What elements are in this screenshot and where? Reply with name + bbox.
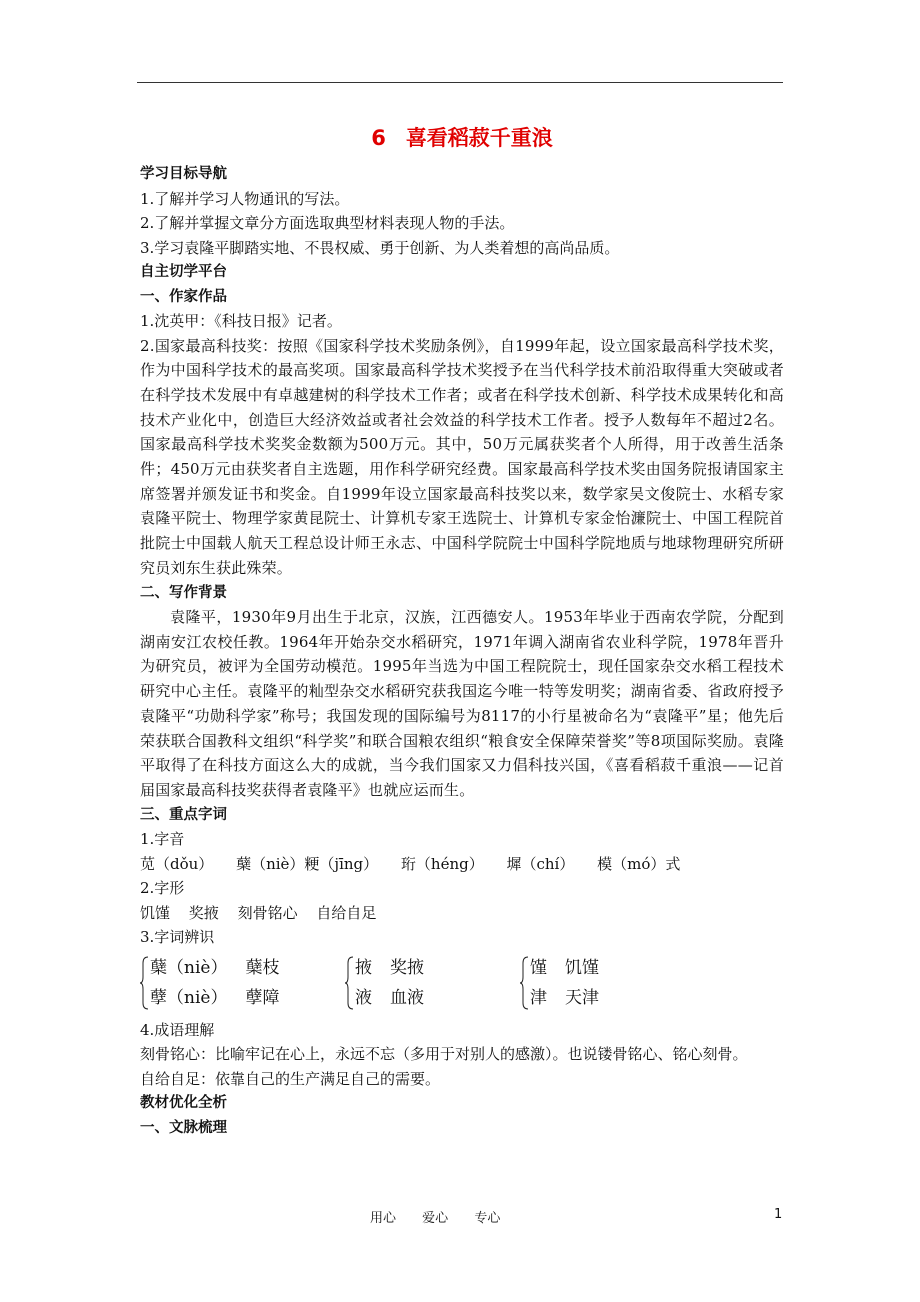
- platform-heading: 自主切学平台: [140, 264, 227, 280]
- footer-word: 用心: [370, 1211, 397, 1226]
- footer-word: 爱心: [422, 1211, 449, 1226]
- title-number: 6: [371, 126, 386, 150]
- footer-motto: [370, 1207, 522, 1226]
- document-body: [140, 124, 784, 1140]
- background-paragraph: 袁隆平，1930年9月出生于北京，汉族，江西德安人。1953年毕业于西南农学院，分配到湖南安江农校任教。1964年开始杂交水稻研究，1971年调入湖南省农业科学院，1978年晋升为研究员，被评为全国劳动模范。1995年当选为中国工程院院士，现任国家杂交水稻工程技术研究中心主任。袁隆平的籼型杂交水稻研究获我国迄今唯一特等发明奖；湖南省委、省政府授予袁隆平“功勋科学家”称号；我国发现的国际编号为8117的小行星被命名为“袁隆平”星；他先后荣获联合国教科文组织“科学奖”和联合国粮农组织“粮食安全保障荣誉奖”等8项国际奖励。袁隆平取得了在科技方面这么大的成就，当今我们国家又力倡科技兴国，《喜看稻菽千重浪——记首届国家最高科技奖获得者袁隆平》也就应运而生。: [140, 608, 784, 799]
- distinguish-char: 津: [530, 987, 547, 1008]
- distinguish-char: 蘖（niè）: [150, 957, 228, 978]
- pronunciation-row: [140, 852, 784, 877]
- idiom-entry: 自给自足：依靠自己的生产满足自己的需要。: [140, 1069, 441, 1088]
- distinguish-word: 饥馑: [565, 957, 599, 978]
- shape-word: 奖掖: [188, 903, 219, 922]
- author-paragraph-1: 1.沈英甲：《科技日报》记者。: [140, 312, 342, 330]
- idiom-label: 4.成语理解: [140, 1020, 215, 1039]
- words-heading: 三、重点字词: [140, 806, 227, 823]
- pronunciation-item: 模（mó）式: [597, 854, 681, 873]
- distinguish-word: 天津: [565, 987, 599, 1008]
- page-title: [140, 124, 784, 152]
- background-heading: 二、写作背景: [140, 584, 227, 601]
- pronunciation-item: 珩（héng）: [400, 854, 484, 873]
- distinguish-group: [520, 954, 720, 1012]
- page-number: 1: [774, 1207, 783, 1222]
- goals-heading: 学习目标导航: [140, 166, 227, 182]
- shape-label: 2.字形: [140, 879, 185, 898]
- distinguish-word: 蘖枝: [245, 957, 280, 978]
- analysis-heading: 教材优化全析: [140, 1095, 227, 1112]
- title-text: 喜看稻菽千重浪: [405, 126, 553, 150]
- shape-word: 刻骨铭心: [237, 903, 298, 922]
- author-heading: 一、作家作品: [140, 288, 227, 305]
- distinguish-char: 掖: [355, 957, 372, 978]
- goal-item: 2.了解并掌握文章分方面选取典型材料表现人物的手法。: [140, 214, 515, 232]
- distinguish-char: 液: [355, 987, 372, 1008]
- shape-word: 饥馑: [140, 903, 171, 922]
- brace-icon: [140, 954, 150, 1012]
- distinguish-char: 馑: [530, 957, 547, 978]
- idiom-entry: 刻骨铭心：比喻牢记在心上，永远不忘（多用于对别人的感激）。也说镂骨铭心、铭心刻骨。: [140, 1045, 748, 1064]
- distinguish-word: 孽障: [245, 987, 280, 1008]
- distinguish-group: [140, 954, 345, 1012]
- distinguish-word: 血液: [390, 987, 424, 1008]
- distinguish-table: [140, 954, 784, 1012]
- distinguish-word: 奖掖: [390, 957, 424, 978]
- shape-row: [140, 901, 784, 926]
- pronunciation-label: 1.字音: [140, 830, 185, 849]
- shape-word: 自给自足: [316, 903, 377, 922]
- footer-word: 专心: [474, 1211, 501, 1226]
- page-footer: [0, 1207, 920, 1227]
- header-rule: [137, 82, 783, 83]
- distinguish-label: 3.字词辨识: [140, 928, 215, 947]
- context-heading: 一、文脉梳理: [140, 1119, 227, 1136]
- author-paragraph-2: 2.国家最高科技奖：按照《国家科学技术奖励条例》，自1999年起，设立国家最高科学技术奖，作为中国科学技术的最高奖项。国家最高科学技术奖授予在当代科学技术前沿取得重大突破或者在科学技术发展中有卓越建树的科学技术工作者；或者在科学技术创新、科学技术成果转化和高技术产业化中，创造巨大经济效益或者社会效益的科学技术工作者。授予人数每年不超过2名。国家最高科学技术奖奖金数额为500万元。其中，50万元属获奖者个人所得，用于改善生活条件；450万元由获奖者自主选题，用作科学研究经费。国家最高科学技术奖由国务院报请国家主席签署并颁发证书和奖金。自1999年设立国家最高科技奖以来，数学家吴文俊院士、水稻专家袁隆平院士、物理学家黄昆院士、计算机专家王选院士、计算机专家金怡濂院士、中国工程院首批院士中国载人航天工程总设计师王永志、中国科学院院士中国科学院地质与地球物理研究所研究员刘东生获此殊荣。: [140, 336, 784, 577]
- pronunciation-item: 蘖（niè）粳（jīng）: [236, 854, 379, 873]
- brace-icon: [520, 954, 530, 1012]
- brace-icon: [345, 954, 355, 1012]
- distinguish-char: 孽（niè）: [150, 987, 228, 1008]
- goal-item: 3.学习袁隆平脚踏实地、不畏权威、勇于创新、为人类着想的高尚品质。: [140, 238, 620, 257]
- pronunciation-item: 墀（chí）: [506, 854, 575, 873]
- distinguish-group: [345, 954, 520, 1012]
- pronunciation-item: 苋（dǒu）: [140, 854, 214, 873]
- goal-item: 1.了解并学习人物通讯的写法。: [140, 189, 350, 208]
